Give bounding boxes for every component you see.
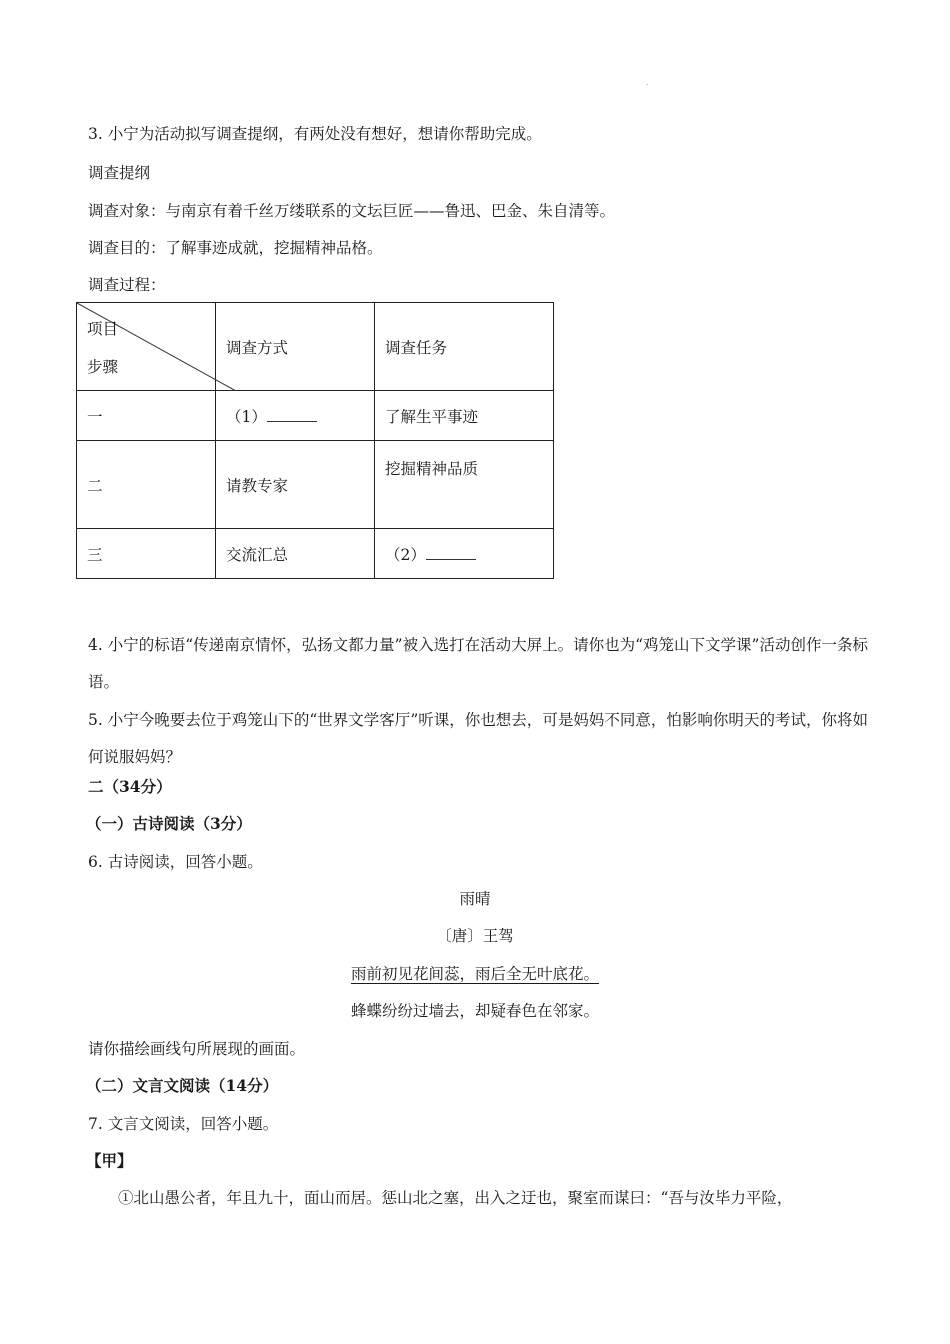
row3-method: 交流汇总	[216, 529, 375, 579]
survey-process: 调查过程：	[88, 276, 166, 294]
poem-author: 〔唐〕王驾	[436, 927, 514, 945]
sub-section-2-title: （二）文言文阅读（14分）	[86, 1076, 279, 1095]
row1-method[interactable]	[216, 391, 375, 441]
poem-title: 雨晴	[459, 890, 491, 908]
poem-line-1: 雨前初见花间蕊，雨后全无叶底花。	[350, 965, 599, 983]
row3-task-label: （2）	[385, 545, 426, 564]
survey-purpose: 调查目的：了解事迹成就，挖掘精神品格。	[88, 239, 383, 257]
q6-task: 请你描绘画线句所展现的画面。	[88, 1040, 306, 1058]
row3-step: 三	[77, 529, 216, 579]
table-corner-cell	[77, 303, 216, 391]
q6-text: 6. 古诗阅读，回答小题。	[88, 853, 263, 871]
table-row	[77, 441, 554, 529]
survey-target: 调查对象：与南京有着千丝万缕联系的文坛巨匠——鲁迅、巴金、朱自清等。	[88, 202, 616, 220]
row2-step: 二	[77, 441, 216, 529]
corner-top-label: 项目	[87, 320, 119, 338]
header-task: 调查任务	[375, 303, 554, 391]
table-header-row	[77, 303, 554, 391]
corner-bottom-label: 步骤	[87, 358, 119, 376]
survey-table	[76, 302, 554, 579]
blank-1[interactable]	[267, 407, 317, 422]
row1-step: 一	[77, 391, 216, 441]
poem-line-2: 蜂蝶纷纷过墙去，却疑春色在邻家。	[350, 1002, 599, 1020]
row1-task: 了解生平事迹	[375, 391, 554, 441]
row2-method: 请教专家	[216, 441, 375, 529]
q4-text: 4. 小宁的标语“传递南京情怀，弘扬文都力量”被入选打在活动大屏上。请你也为“鸡笼山下文学课”活动创作一条标语。	[88, 636, 868, 691]
sub-section-1-title: （一）古诗阅读（3分）	[86, 814, 252, 833]
passage-jia-label: 【甲】	[86, 1151, 133, 1170]
table-row	[77, 391, 554, 441]
q3-intro: 3. 小宁为活动拟写调查提纲，有两处没有想好，想请你帮助完成。	[88, 125, 542, 143]
page-dot: .	[646, 78, 649, 87]
q5-text: 5. 小宁今晚要去位于鸡笼山下的“世界文学客厅”听课，你也想去，可是妈妈不同意，怕影响你明天的考试，你将如何说服妈妈？	[88, 711, 868, 766]
row2-task: 挖掘精神品质	[375, 441, 554, 529]
outline-title: 调查提纲	[88, 164, 151, 182]
section-2-title: 二（34分）	[88, 777, 172, 796]
passage-text: ①北山愚公者，年且九十，面山而居。惩山北之塞，出入之迂也，聚室而谋曰：“吾与汝毕力平险，	[118, 1189, 793, 1207]
table-row	[77, 529, 554, 579]
row1-method-label: （1）	[226, 407, 267, 426]
blank-2[interactable]	[426, 545, 476, 560]
header-method: 调查方式	[216, 303, 375, 391]
row3-task[interactable]	[375, 529, 554, 579]
q7-text: 7. 文言文阅读，回答小题。	[88, 1115, 279, 1133]
